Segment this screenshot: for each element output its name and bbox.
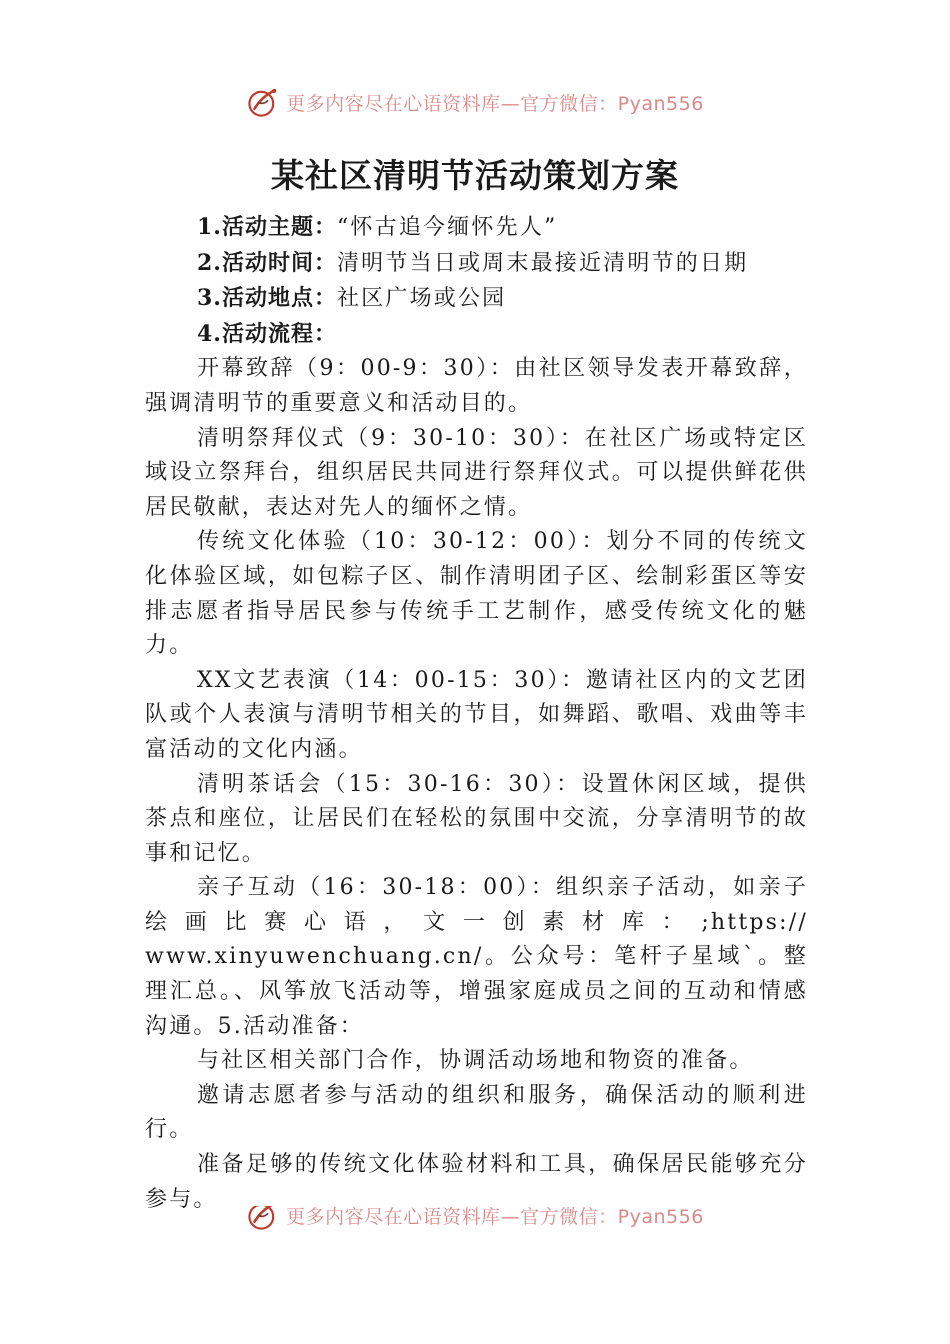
section-value: “怀古追今缅怀先人” bbox=[336, 215, 558, 240]
paragraph-parent-child-line1: 亲子互动（16：30-18：00）：组织亲子活动，如亲子 bbox=[197, 875, 808, 901]
brush-logo-icon bbox=[246, 85, 280, 119]
paragraph-parent-child-rest: www.xinyuwenchuang.cn/。公众号：笔杆子星域`。整理汇总。、风筝放飞活动等，增强家庭成员之间的互动和情感沟通。5.活动准备： bbox=[145, 944, 808, 1039]
document-body bbox=[145, 210, 808, 1217]
brush-logo-icon bbox=[246, 1206, 280, 1232]
paragraph-prep-2: 邀请志愿者参与活动的组织和服务，确保活动的顺利进行。 bbox=[145, 1082, 808, 1143]
section-value: 社区广场或公园 bbox=[336, 286, 507, 312]
section-value: 清明节当日或周末最接近清明节的日期 bbox=[336, 250, 749, 276]
paragraph-opening: 开幕致辞（9：00-9：30）：由社区领导发表开幕致辞，强调清明节的重要意义和活动目的。 bbox=[145, 356, 808, 416]
paragraph-prep-3: 准备足够的传统文化体验材料和工具，确保居民能够充分参与。 bbox=[145, 1152, 808, 1212]
section-label: 3.活动地点： bbox=[197, 285, 337, 312]
page-title: 某社区清明节活动策划方案 bbox=[271, 156, 679, 195]
section-time bbox=[145, 246, 808, 282]
paragraph-prep-1: 与社区相关部门合作，协调活动场地和物资的准备。 bbox=[197, 1048, 754, 1074]
section-process bbox=[145, 317, 808, 353]
header-banner-text: 更多内容尽在心语资料库—官方微信：Pyan556 bbox=[286, 92, 704, 115]
section-label: 2.活动时间： bbox=[197, 249, 337, 276]
section-label: 1.活动主题： bbox=[197, 214, 337, 240]
section-theme bbox=[145, 210, 808, 246]
paragraph-performance: XX文艺表演（14：00-15：30）：邀请社区内的文艺团队或个人表演与清明节相关的节目，如舞蹈、歌唱、戏曲等丰富活动的文化内涵。 bbox=[145, 667, 808, 762]
header-banner bbox=[0, 80, 950, 124]
paragraph-ceremony: 清明祭拜仪式（9：30-10：30）：在社区广场或特定区域设立祭拜台，组织居民共同进行祭拜仪式。可以提供鲜花供居民敬献，表达对先人的缅怀之情。 bbox=[145, 425, 808, 520]
section-location bbox=[145, 281, 808, 317]
section-label: 4.活动流程： bbox=[197, 320, 337, 347]
paragraph-parent-child-line2: 绘画比赛心语，文一创素材库：;https:// bbox=[145, 909, 808, 935]
paragraph-culture: 传统文化体验（10：30-12：00）：划分不同的传统文化体验区域，如包粽子区、制作清明团子区、绘制彩蛋区等安排志愿者指导居民参与传统手工艺制作，感受传统文化的魅力。 bbox=[145, 529, 808, 659]
footer-banner-text: 更多内容尽在心语资料库—官方微信：Pyan556 bbox=[286, 1206, 704, 1228]
footer-banner bbox=[0, 1206, 950, 1240]
paragraph-tea-party: 清明茶话会（15：30-16：30）：设置休闲区域，提供茶点和座位，让居民们在轻松的氛围中交流，分享清明节的故事和记忆。 bbox=[145, 771, 808, 866]
